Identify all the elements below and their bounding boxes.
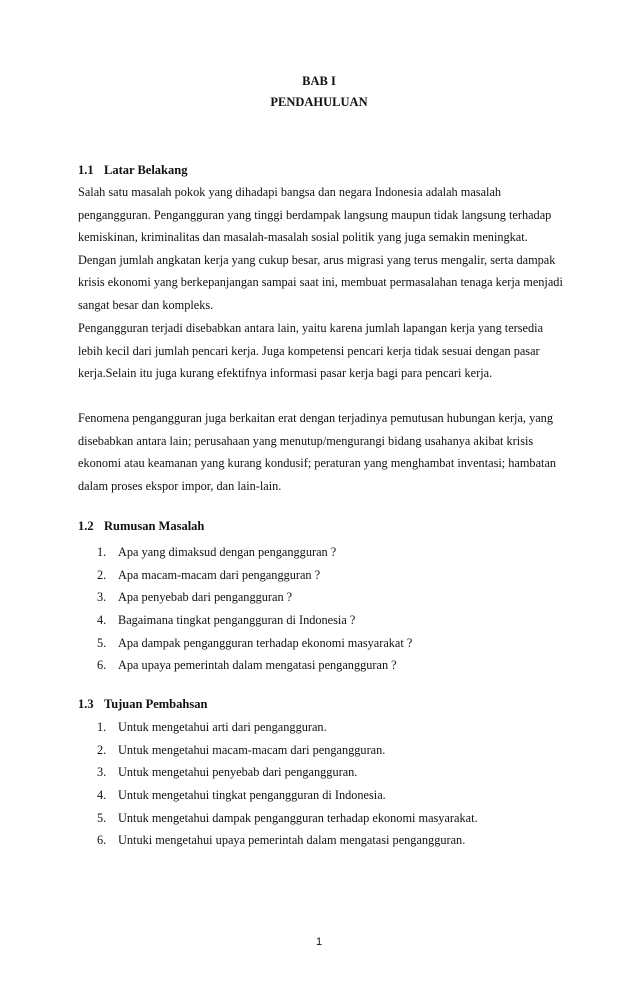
section-heading-tujuan-pembahasan [78,697,207,712]
chapter-title: PENDAHULUAN [270,95,368,109]
list-text: Untuk mengetahui penyebab dari pengangguran. [118,765,358,780]
section-heading-latar-belakang [78,163,187,178]
list-number: 5. [97,635,107,650]
list-number: 1. [97,545,107,559]
list-number: 1. [97,720,107,734]
paragraph-3: Fenomena pengangguran juga berkaitan erat dengan terjadinya pemutusan hubungan kerja, yang disebabkan antara lain; perusahaan yang menutup/mengurangi bidang usahanya akibat krisis ekonomi atau keamanan yang kurang kondusif; peraturan yang menghambat inventasi; hambatan dalam proses ekspor impor, dan lain-lain. [78,411,557,493]
list-text: Untuk mengetahui dampak pengangguran terhadap ekonomi masyarakat. [118,810,478,825]
section-number: 1.3 [78,697,94,711]
list-number: 4. [97,788,107,803]
list-number: 2. [97,567,107,582]
section-title: Tujuan Pembahsan [104,697,208,711]
list-text: Apa yang dimaksud dengan pengangguran ? [118,545,337,559]
list-text: Apa upaya pemerintah dalam mengatasi pengangguran ? [118,658,397,673]
section-number: 1.2 [78,519,94,533]
section-number: 1.1 [78,163,94,177]
section-title: Rumusan Masalah [104,519,205,533]
chapter-label: BAB I [302,74,336,88]
list-number: 4. [97,613,107,628]
list-text: Apa macam-macam dari pengangguran ? [118,567,321,582]
list-number: 6. [97,658,107,673]
list-text: Untuk mengetahui macam-macam dari pengangguran. [118,742,386,757]
section-title: Latar Belakang [104,163,188,177]
list-number: 5. [97,810,107,825]
list-number: 3. [97,765,107,780]
list-text: Untuk mengetahui arti dari pengangguran. [118,720,327,734]
paragraph-2: Pengangguran terjadi disebabkan antara lain, yaitu karena jumlah lapangan kerja yang tersedia lebih kecil dari jumlah pencari kerja. Juga kompetensi pencari kerja tidak sesuai dengan pasar kerja.Selain itu juga kurang efektifnya informasi pasar kerja bagi para pencari kerja. [78,321,544,381]
list-number: 2. [97,742,107,757]
list-number: 6. [97,833,107,848]
list-text: Untuki mengetahui upaya pemerintah dalam mengatasi pengangguran. [118,833,466,848]
paragraph-1: Salah satu masalah pokok yang dihadapi bangsa dan negara Indonesia adalah masalah pengangguran. Pengangguran yang tinggi berdampak langsung maupun tidak langsung terhadap kemiskinan, kriminalitas dan masalah-masalah sosial politik yang juga semakin meningkat. Dengan jumlah angkatan kerja yang cukup besar, arus migrasi yang terus mengalir, serta dampak krisis ekonomi yang berkepanjangan sampai saat ini, membuat permasalahan tenaga kerja menjadi sangat besar dan kompleks. [78,185,563,312]
list-text: Apa penyebab dari pengangguran ? [118,590,293,605]
section-heading-rumusan-masalah [78,519,204,534]
page-number: 1 [315,936,323,948]
list-text: Apa dampak pengangguran terhadap ekonomi masyarakat ? [118,635,413,650]
list-text: Bagaimana tingkat pengangguran di Indonesia ? [118,613,356,628]
list-text: Untuk mengetahui tingkat pengangguran di Indonesia. [118,788,386,803]
list-number: 3. [97,590,107,605]
